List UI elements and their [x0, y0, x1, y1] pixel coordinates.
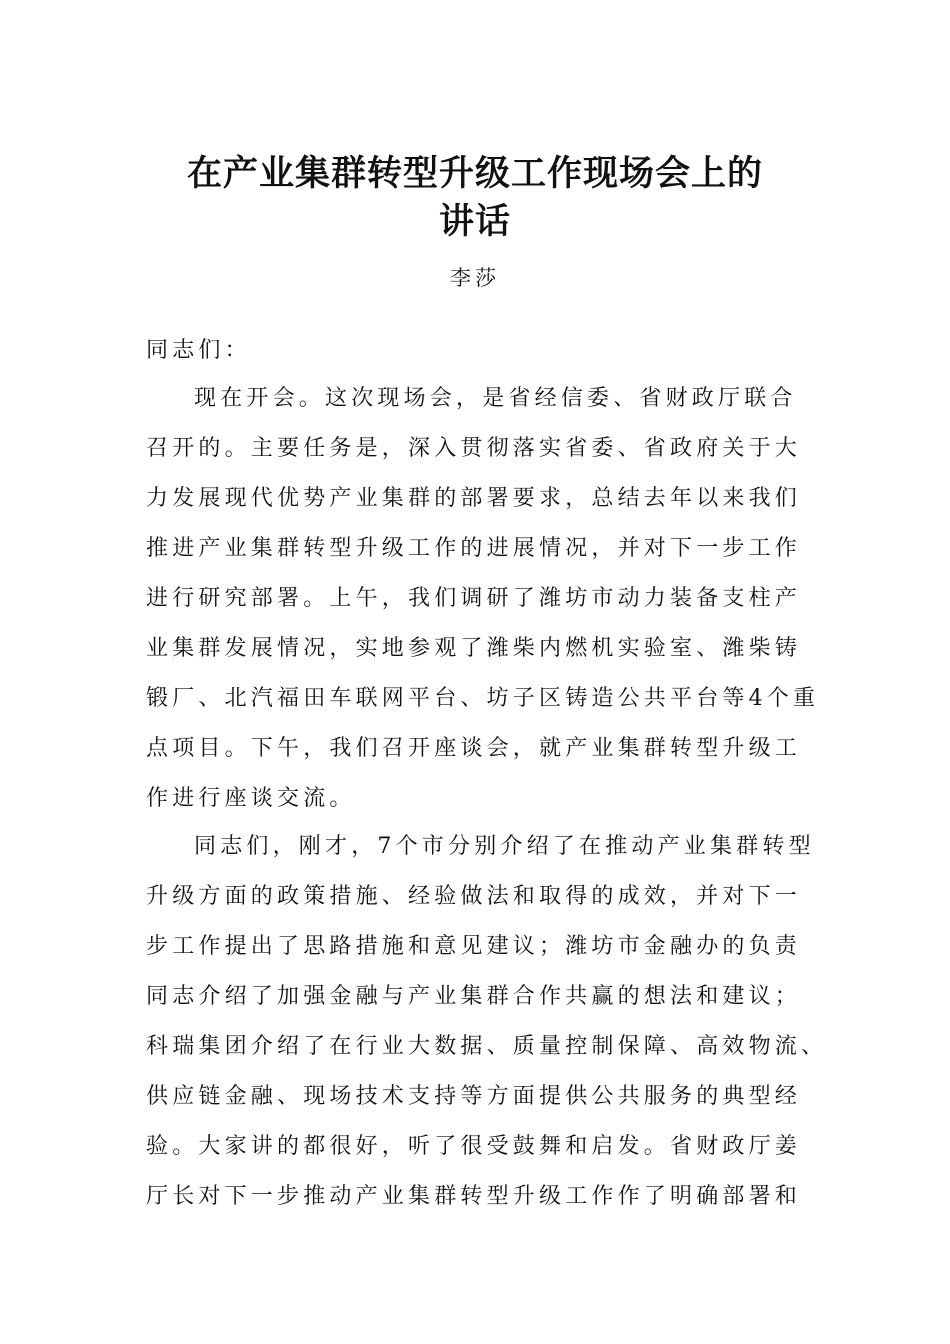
paragraph-line: 同志介绍了加强金融与产业集群合作共赢的想法和建议；	[146, 984, 802, 1009]
paragraph-line: 验。大家讲的都很好，听了很受鼓舞和启发。省财政厅姜	[146, 1134, 802, 1159]
document-title-line-1: 在产业集群转型升级工作现场会上的	[186, 153, 763, 194]
document-title-line-2: 讲话	[438, 201, 511, 242]
paragraph-line: 业集群发展情况，实地参观了潍柴内燃机实验室、潍柴铸	[146, 636, 802, 661]
paragraph-line: 厅长对下一步推动产业集群转型升级工作作了明确部署和	[146, 1184, 802, 1209]
document-author: 李莎	[450, 266, 500, 290]
salutation-line: 同志们：	[146, 338, 251, 363]
paragraph-line: 现在开会。这次现场会，是省经信委、省财政厅联合	[194, 386, 797, 411]
paragraph-line: 升级方面的政策措施、经验做法和取得的成效，并对下一	[146, 884, 802, 909]
paragraph-line: 点项目。下午，我们召开座谈会，就产业集群转型升级工	[146, 736, 802, 761]
paragraph-line: 供应链金融、现场技术支持等方面提供公共服务的典型经	[146, 1084, 802, 1109]
paragraph-line: 力发展现代优势产业集群的部署要求，总结去年以来我们	[146, 486, 802, 511]
paragraph-line: 步工作提出了思路措施和意见建议；潍坊市金融办的负责	[146, 934, 802, 959]
paragraph-line: 召开的。主要任务是，深入贯彻落实省委、省政府关于大	[146, 436, 802, 461]
paragraph-line: 科瑞集团介绍了在行业大数据、质量控制保障、高效物流、	[146, 1034, 828, 1059]
paragraph-line: 锻厂、北汽福田车联网平台、坊子区铸造公共平台等4个重	[146, 686, 820, 711]
paragraph-line: 同志们，刚才，7个市分别介绍了在推动产业集群转型	[194, 834, 815, 859]
paragraph-line: 推进产业集群转型升级工作的进展情况，并对下一步工作	[146, 536, 802, 561]
paragraph-line: 进行研究部署。上午，我们调研了潍坊市动力装备支柱产	[146, 586, 802, 611]
paragraph-line: 作进行座谈交流。	[146, 786, 356, 811]
